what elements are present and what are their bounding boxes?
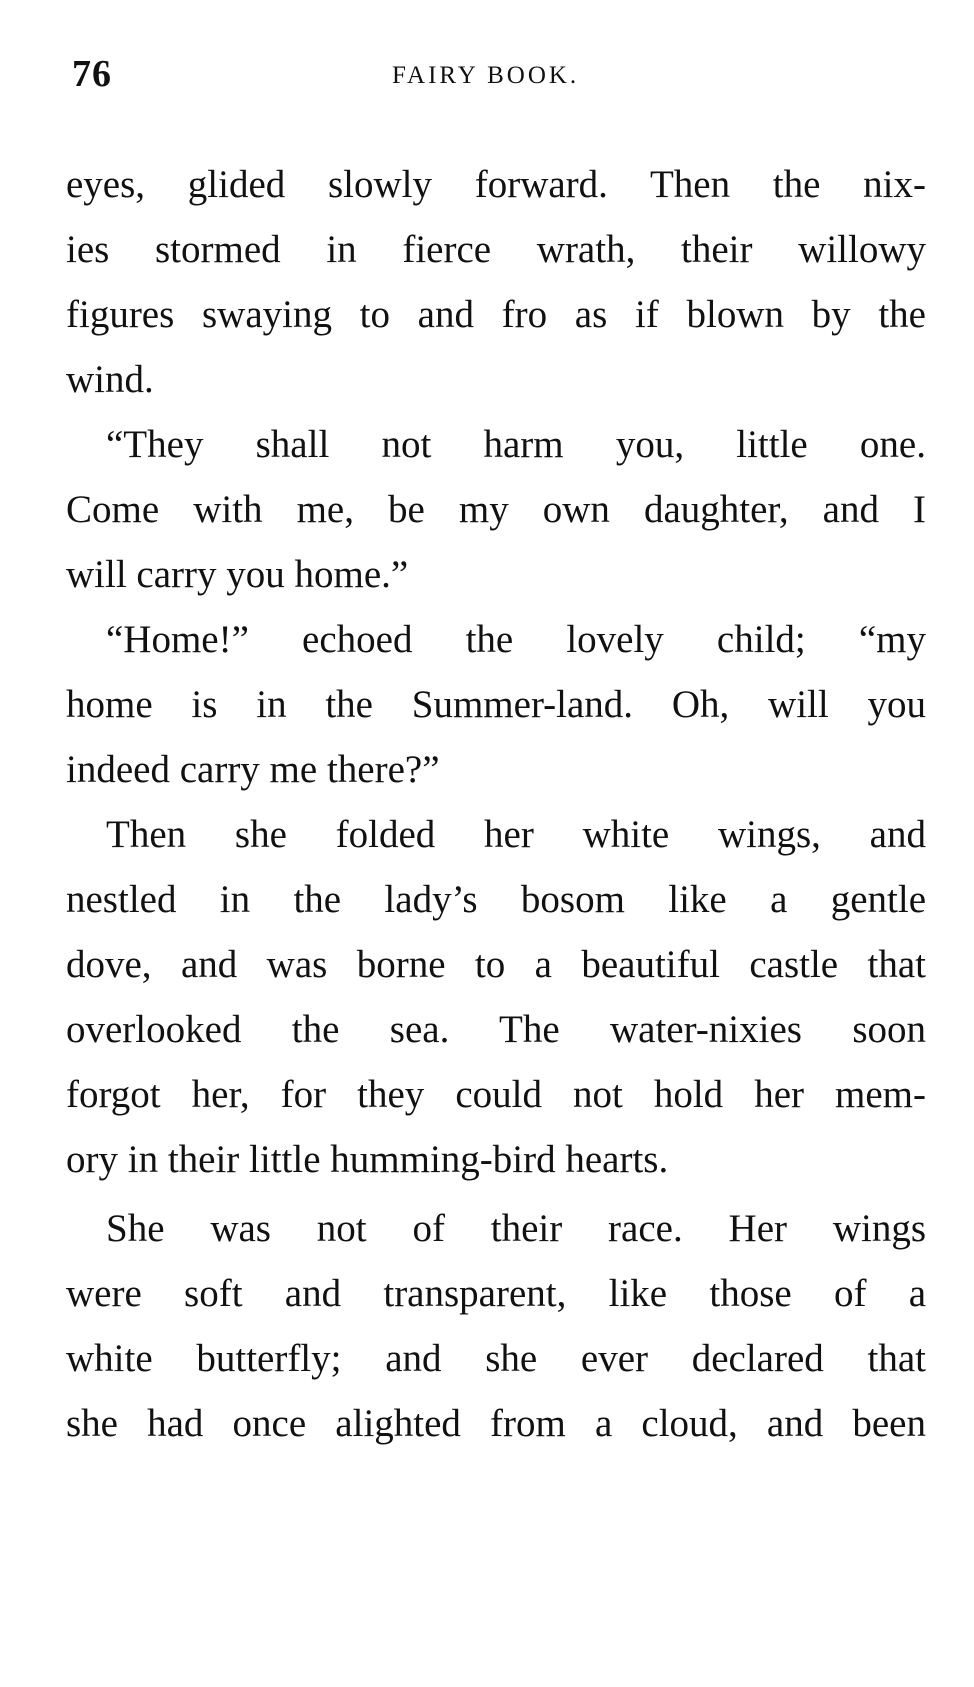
text-line: eyes, glided slowly forward. Then the nix- — [66, 163, 926, 206]
text-line: “They shall not harm you, little one. — [106, 423, 926, 466]
text-line: Come with me, be my own daughter, and I — [66, 488, 926, 531]
body-text — [66, 152, 926, 1456]
text-line: indeed carry me there?” — [66, 748, 440, 791]
text-line: white butterfly; and she ever declared that — [66, 1337, 926, 1380]
text-line: ory in their little humming-bird hearts. — [66, 1138, 669, 1181]
text-line: home is in the Summer-land. Oh, will you — [66, 683, 926, 726]
text-line: wind. — [66, 358, 154, 401]
text-line: were soft and transparent, like those of a — [66, 1272, 926, 1315]
text-line: Then she folded her white wings, and — [106, 813, 926, 856]
page-number: 76 — [72, 53, 112, 95]
text-line: will carry you home.” — [66, 553, 409, 596]
text-line: dove, and was borne to a beautiful castle that — [66, 943, 926, 986]
running-title: FAIRY BOOK. — [392, 62, 580, 89]
text-line: She was not of their race. Her wings — [106, 1207, 926, 1250]
page-header — [72, 52, 919, 102]
text-line: ies stormed in fierce wrath, their willowy — [66, 228, 926, 271]
text-line: nestled in the lady’s bosom like a gentle — [66, 878, 926, 921]
text-line: “Home!” echoed the lovely child; “my — [106, 618, 926, 661]
text-line: overlooked the sea. The water-nixies soon — [66, 1008, 926, 1051]
text-line: she had once alighted from a cloud, and been — [66, 1402, 926, 1445]
text-line: figures swaying to and fro as if blown by the — [66, 293, 926, 336]
text-line: forgot her, for they could not hold her mem- — [66, 1073, 926, 1116]
